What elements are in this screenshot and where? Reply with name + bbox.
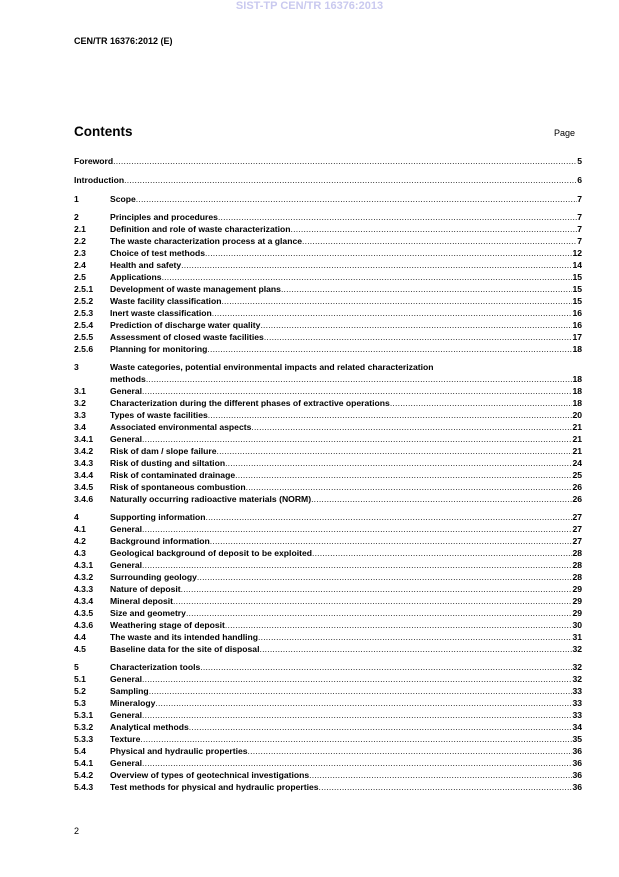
toc-entry-title: Development of waste management plans <box>110 284 281 294</box>
toc-entry-page: 16 <box>572 320 582 330</box>
toc-entry[interactable] <box>74 397 582 409</box>
toc-entry-number: 4.4 <box>74 632 86 642</box>
toc-entry-title: Planning for monitoring <box>110 344 208 354</box>
toc-entry[interactable] <box>74 685 582 697</box>
toc-entry-number: 2.5.2 <box>74 296 94 306</box>
toc-entry[interactable] <box>74 643 582 655</box>
toc-indent <box>74 373 110 385</box>
toc-entry-page: 15 <box>572 284 582 294</box>
page-column-label: Page <box>554 128 576 138</box>
toc-entry[interactable] <box>74 409 582 421</box>
toc-entry[interactable] <box>74 307 582 319</box>
toc-entry-title: General <box>110 386 143 396</box>
dot-leader <box>302 235 577 247</box>
toc-entry[interactable] <box>74 271 582 283</box>
toc-entry[interactable] <box>74 559 582 571</box>
toc-entry-title: General <box>110 758 143 768</box>
dot-leader <box>205 247 572 259</box>
toc-entry-title: Prediction of discharge water quality <box>110 320 261 330</box>
toc-entry-page: 27 <box>572 512 582 522</box>
toc-entry-number: 5.3.3 <box>74 734 94 744</box>
dot-leader <box>217 445 573 457</box>
dot-leader <box>113 155 577 167</box>
toc-entry-title: Baseline data for the site of disposal <box>110 644 260 654</box>
toc-entry[interactable] <box>74 433 582 445</box>
toc-entry-title: General <box>110 560 143 570</box>
toc-entry-page: 31 <box>572 632 582 642</box>
toc-entry-number: 4.5 <box>74 644 86 654</box>
toc-entry-number: 4.3.5 <box>74 608 94 618</box>
toc-entry-title: The waste characterization process at a glance <box>110 236 303 246</box>
toc-entry-page: 25 <box>572 470 582 480</box>
dot-leader <box>246 481 573 493</box>
toc-entry-page: 26 <box>572 482 582 492</box>
toc-entry-title: General <box>110 710 143 720</box>
toc-entry-page: 29 <box>572 596 582 606</box>
toc-entry-continuation[interactable] <box>74 373 582 385</box>
toc-entry[interactable] <box>74 631 582 643</box>
dot-leader <box>142 757 572 769</box>
dot-leader <box>218 211 577 223</box>
toc-entry-page: 12 <box>572 248 582 258</box>
dot-leader <box>207 343 572 355</box>
toc-entry[interactable] <box>74 193 582 205</box>
toc-entry-title: Texture <box>110 734 141 744</box>
dot-leader <box>221 295 572 307</box>
dot-leader <box>181 259 572 271</box>
dot-leader <box>210 535 573 547</box>
toc-entry-title: Risk of contaminated drainage <box>110 470 236 480</box>
toc-entry-number: 3.4.4 <box>74 470 94 480</box>
toc-entry-title: Risk of spontaneous combustion <box>110 482 246 492</box>
toc-entry-title: Introduction <box>74 175 125 185</box>
toc-entry-page: 35 <box>572 734 582 744</box>
toc-entry-title: Inert waste classification <box>110 308 212 318</box>
toc-entry[interactable] <box>74 331 582 343</box>
toc-entry-page: 36 <box>572 782 582 792</box>
toc-entry-page: 28 <box>572 548 582 558</box>
toc-entry-title: Risk of dam / slope failure <box>110 446 217 456</box>
toc-entry-title: Nature of deposit <box>110 584 181 594</box>
toc-entry-title: Assessment of closed waste facilities <box>110 332 264 342</box>
toc-entry-page: 18 <box>572 374 582 384</box>
dot-leader <box>309 769 572 781</box>
toc-entry-title: Supporting information <box>110 512 206 522</box>
toc-entry[interactable] <box>74 757 582 769</box>
toc-entry-page: 17 <box>572 332 582 342</box>
toc-entry-title: Definition and role of waste characterization <box>110 224 291 234</box>
toc-entry[interactable] <box>74 295 582 307</box>
toc-entry-page: 21 <box>572 446 582 456</box>
toc-entry[interactable] <box>74 235 582 247</box>
toc-entry-number: 4.3.6 <box>74 620 94 630</box>
toc-entry-number: 3.4.6 <box>74 494 94 504</box>
toc-entry-page: 28 <box>572 572 582 582</box>
toc-entry-page: 15 <box>572 272 582 282</box>
dot-leader <box>140 733 572 745</box>
toc-entry[interactable] <box>74 469 582 481</box>
watermark: SIST-TP CEN/TR 16376:2013 <box>235 0 384 12</box>
toc-entry-number: 4.3.4 <box>74 596 94 606</box>
toc-entry-number: 1 <box>74 194 79 204</box>
toc-entry-number: 5.4.3 <box>74 782 94 792</box>
toc-entry[interactable] <box>74 535 582 547</box>
toc-entry[interactable] <box>74 607 582 619</box>
toc-entry-number: 3.2 <box>74 398 86 408</box>
toc-entry[interactable] <box>74 421 582 433</box>
toc-entry-page: 20 <box>572 410 582 420</box>
toc-entry[interactable] <box>74 781 582 793</box>
dot-leader <box>181 583 573 595</box>
toc-entry-page: 33 <box>572 686 582 696</box>
toc-entry-number: 2.5.4 <box>74 320 94 330</box>
dot-leader <box>162 271 573 283</box>
toc-entry[interactable] <box>74 523 582 535</box>
toc-entry-page: 32 <box>572 644 582 654</box>
toc-entry-page: 29 <box>572 584 582 594</box>
toc-entry-number: 2.3 <box>74 248 86 258</box>
toc-entry[interactable] <box>74 259 582 271</box>
dot-leader <box>205 511 572 523</box>
dot-leader <box>260 319 572 331</box>
toc-entry-title: General <box>110 524 143 534</box>
toc-entry-page: 7 <box>577 224 582 234</box>
dot-leader <box>189 721 573 733</box>
toc-entry-number: 5.3.1 <box>74 710 94 720</box>
toc-entry-number: 4.2 <box>74 536 86 546</box>
toc-entry[interactable] <box>74 697 582 709</box>
toc-entry-page: 27 <box>572 536 582 546</box>
toc-entry-number: 2.5 <box>74 272 86 282</box>
toc-entry-number: 5 <box>74 662 79 672</box>
toc-entry-number: 5.3.2 <box>74 722 94 732</box>
toc-entry-title: Characterization during the different phases of extractive operations <box>110 398 390 408</box>
toc-entry-number: 5.3 <box>74 698 86 708</box>
toc-entry-page: 5 <box>577 156 582 166</box>
toc-entry-page: 36 <box>572 758 582 768</box>
toc-entry[interactable] <box>74 211 582 223</box>
dot-leader <box>200 661 572 673</box>
toc-entry-page: 21 <box>572 434 582 444</box>
toc-entry-page: 26 <box>572 494 582 504</box>
dot-leader <box>186 607 573 619</box>
toc-entry-page: 27 <box>572 524 582 534</box>
toc-entry-page: 7 <box>577 194 582 204</box>
toc-entry-title: General <box>110 434 143 444</box>
toc-entry[interactable] <box>74 547 582 559</box>
toc-entry-page: 36 <box>572 770 582 780</box>
dot-leader <box>146 373 573 385</box>
dot-leader <box>312 547 572 559</box>
toc-entry-page: 32 <box>572 674 582 684</box>
dot-leader <box>259 643 572 655</box>
toc-entry-page: 14 <box>572 260 582 270</box>
toc-entry-number: 2.5.1 <box>74 284 94 294</box>
dot-leader <box>311 493 572 505</box>
toc-entry-number: 3.4 <box>74 422 86 432</box>
toc-entry-page: 30 <box>572 620 582 630</box>
toc-entry-title: Associated environmental aspects <box>110 422 252 432</box>
toc-entry-title: Risk of dusting and siltation <box>110 458 226 468</box>
toc-entry-title: Applications <box>110 272 162 282</box>
toc-entry-number: 3.3 <box>74 410 86 420</box>
toc-entry-title: Naturally occurring radioactive materials (NORM) <box>110 494 312 504</box>
toc-entry-page: 32 <box>572 662 582 672</box>
toc-entry-title: Surrounding geology <box>110 572 197 582</box>
toc-entry-title: Waste categories, potential environmental impacts and related characterization <box>110 362 434 372</box>
toc-entry-page: 6 <box>577 175 582 185</box>
dot-leader <box>142 433 572 445</box>
toc-entry[interactable] <box>74 247 582 259</box>
toc-entry-number: 5.2 <box>74 686 86 696</box>
table-of-contents <box>74 155 582 793</box>
toc-entry-number: 4.3 <box>74 548 86 558</box>
toc-entry-page: 21 <box>572 422 582 432</box>
dot-leader <box>281 283 572 295</box>
toc-entry-number: 2.5.5 <box>74 332 94 342</box>
toc-entry-number: 2.1 <box>74 224 86 234</box>
toc-entry-number: 3.4.3 <box>74 458 94 468</box>
dot-leader <box>208 409 573 421</box>
toc-entry[interactable] <box>74 769 582 781</box>
page-number: 2 <box>74 826 80 836</box>
toc-entry[interactable] <box>74 709 582 721</box>
toc-entry-title: Types of waste facilities <box>110 410 208 420</box>
toc-entry[interactable] <box>74 571 582 583</box>
toc-entry-title: Characterization tools <box>110 662 201 672</box>
toc-entry-title: Foreword <box>74 156 114 166</box>
toc-entry[interactable] <box>74 745 582 757</box>
toc-entry-title: Size and geometry <box>110 608 186 618</box>
toc-entry-page: 18 <box>572 386 582 396</box>
contents-heading: Contents <box>74 124 133 139</box>
toc-entry-page: 7 <box>577 236 582 246</box>
toc-entry-number: 3.4.1 <box>74 434 94 444</box>
dot-leader <box>390 397 573 409</box>
toc-entry-number: 4 <box>74 512 79 522</box>
toc-entry-number: 3.4.2 <box>74 446 94 456</box>
dot-leader <box>197 571 573 583</box>
toc-entry[interactable] <box>74 481 582 493</box>
toc-entry-title: Mineral deposit <box>110 596 174 606</box>
toc-entry-page: 16 <box>572 308 582 318</box>
toc-entry-page: 33 <box>572 698 582 708</box>
toc-entry-page: 15 <box>572 296 582 306</box>
toc-entry-title: Weathering stage of deposit <box>110 620 225 630</box>
dot-leader <box>142 523 572 535</box>
toc-entry-page: 18 <box>572 344 582 354</box>
toc-entry-page: 33 <box>572 710 582 720</box>
toc-entry-page: 34 <box>572 722 582 732</box>
toc-entry[interactable] <box>74 493 582 505</box>
toc-entry-number: 2.4 <box>74 260 86 270</box>
dot-leader <box>155 697 572 709</box>
toc-entry-page: 29 <box>572 608 582 618</box>
toc-entry-title: Health and safety <box>110 260 182 270</box>
toc-entry[interactable] <box>74 673 582 685</box>
toc-entry[interactable] <box>74 721 582 733</box>
toc-entry[interactable] <box>74 595 582 607</box>
toc-entry-number: 3.4.5 <box>74 482 94 492</box>
toc-entry-title: Physical and hydraulic properties <box>110 746 248 756</box>
toc-entry-title: The waste and its intended handling <box>110 632 259 642</box>
toc-entry[interactable] <box>74 361 582 373</box>
toc-entry-number: 5.1 <box>74 674 86 684</box>
toc-entry[interactable] <box>74 343 582 355</box>
dot-leader <box>235 469 572 481</box>
toc-entry-number: 5.4 <box>74 746 86 756</box>
toc-entry[interactable] <box>74 385 582 397</box>
toc-entry-number: 2.5.6 <box>74 344 94 354</box>
toc-entry-title: Waste facility classification <box>110 296 222 306</box>
dot-leader <box>142 673 572 685</box>
toc-entry-number: 4.3.2 <box>74 572 94 582</box>
toc-entry-page: 7 <box>577 212 582 222</box>
toc-entry-page: 36 <box>572 746 582 756</box>
dot-leader <box>248 745 573 757</box>
toc-entry[interactable] <box>74 733 582 745</box>
toc-entry-title: Principles and procedures <box>110 212 218 222</box>
document-id-header: CEN/TR 16376:2012 (E) <box>74 36 173 46</box>
toc-entry[interactable] <box>74 511 582 523</box>
dot-leader <box>319 781 573 793</box>
toc-entry-number: 3.1 <box>74 386 86 396</box>
toc-entry-title: Test methods for physical and hydraulic properties <box>110 782 319 792</box>
toc-entry[interactable] <box>74 661 582 673</box>
toc-entry-number: 3 <box>74 362 79 372</box>
toc-entry-title: General <box>110 674 143 684</box>
toc-entry-page: 18 <box>572 398 582 408</box>
toc-entry-title: Geological background of deposit to be exploited <box>110 548 312 558</box>
dot-leader <box>173 595 572 607</box>
toc-entry-number: 2.2 <box>74 236 86 246</box>
toc-entry-number: 4.3.1 <box>74 560 94 570</box>
toc-entry[interactable] <box>74 223 582 235</box>
toc-entry-number: 5.4.1 <box>74 758 94 768</box>
dot-leader <box>142 709 572 721</box>
toc-entry-number: 2 <box>74 212 79 222</box>
dot-leader <box>142 385 572 397</box>
toc-entry-title: Analytical methods <box>110 722 189 732</box>
toc-entry[interactable] <box>74 174 582 186</box>
toc-entry-title-continued: methods <box>110 374 146 384</box>
dot-leader <box>212 307 573 319</box>
toc-entry-number: 4.3.3 <box>74 584 94 594</box>
toc-entry-page: 24 <box>572 458 582 468</box>
dot-leader <box>225 619 573 631</box>
toc-entry[interactable] <box>74 583 582 595</box>
toc-entry-title: Mineralogy <box>110 698 156 708</box>
toc-entry-number: 2.5.3 <box>74 308 94 318</box>
toc-entry-title: Overview of types of geotechnical investigations <box>110 770 310 780</box>
dot-leader <box>258 631 572 643</box>
dot-leader <box>124 174 577 186</box>
dot-leader <box>251 421 572 433</box>
toc-entry-page: 28 <box>572 560 582 570</box>
toc-entry-title: Choice of test methods <box>110 248 206 258</box>
toc-entry[interactable] <box>74 457 582 469</box>
toc-entry-number: 5.4.2 <box>74 770 94 780</box>
dot-leader <box>136 193 577 205</box>
toc-entry[interactable] <box>74 445 582 457</box>
toc-entry-title: Sampling <box>110 686 149 696</box>
toc-entry[interactable] <box>74 283 582 295</box>
dot-leader <box>291 223 578 235</box>
dot-leader <box>142 559 572 571</box>
toc-entry-title: Scope <box>110 194 136 204</box>
toc-entry[interactable] <box>74 155 582 167</box>
dot-leader <box>149 685 573 697</box>
toc-entry[interactable] <box>74 319 582 331</box>
toc-entry-title: Background information <box>110 536 210 546</box>
toc-entry-number: 4.1 <box>74 524 86 534</box>
toc-entry[interactable] <box>74 619 582 631</box>
dot-leader <box>225 457 572 469</box>
dot-leader <box>264 331 573 343</box>
